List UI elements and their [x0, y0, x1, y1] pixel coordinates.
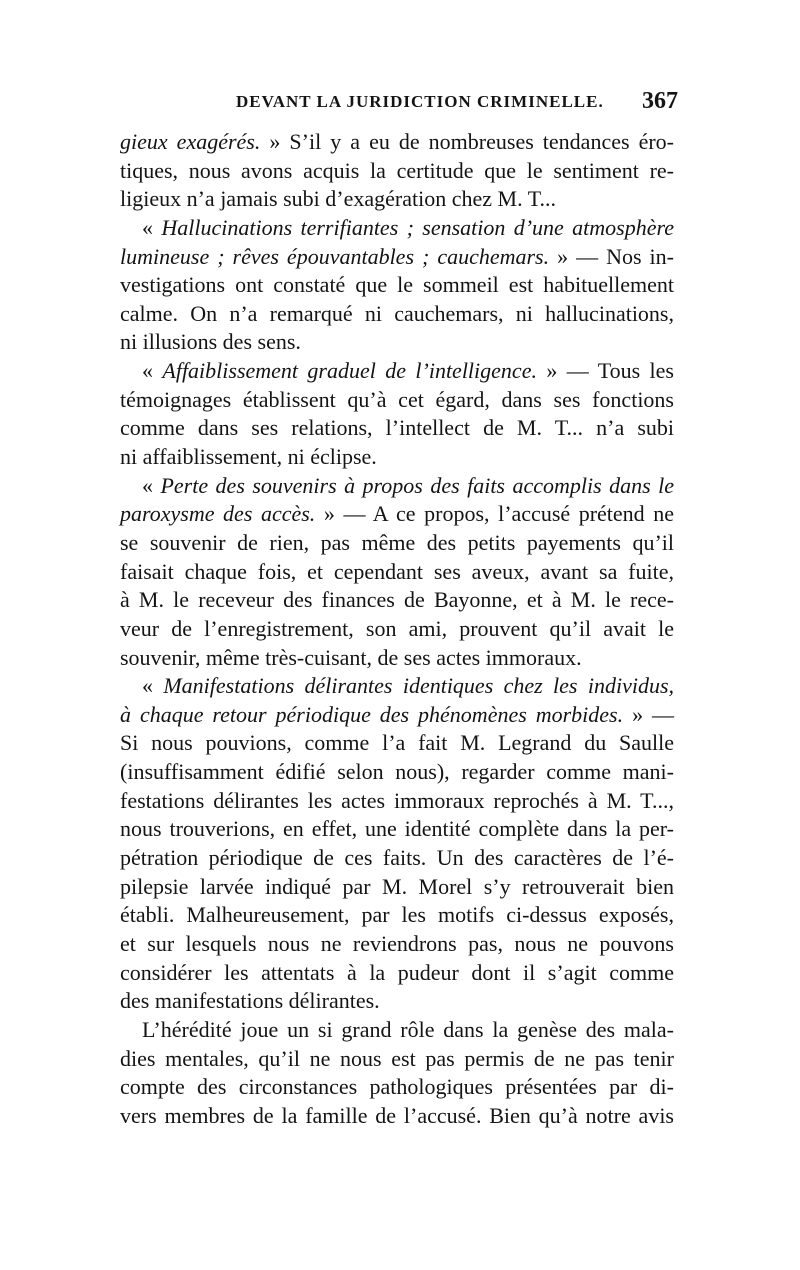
text-run: dies mentales, qu’il ne nous est pas permis de ne pas tenir — [120, 1045, 674, 1071]
italic-text: lumineuse ; rêves épouvantables ; cauchemars. — [120, 243, 550, 269]
text-line — [120, 901, 674, 930]
text-run: pétration périodique de ces faits. Un des caractères de l’é- — [120, 845, 674, 871]
text-line — [120, 558, 674, 587]
text-run: » S’il y a eu de nombreuses tendances éro- — [260, 129, 674, 154]
text-run: » — Nos in- — [549, 243, 674, 269]
text-run: calme. On n’a remarqué ni cauchemars, ni hallucinations, — [120, 300, 674, 326]
text-run: témoignages établissent qu’à cet égard, dans ses fonctions — [120, 386, 674, 412]
text-line — [120, 529, 674, 558]
text-line — [120, 987, 674, 1016]
text-line — [120, 672, 674, 701]
text-line — [120, 500, 674, 529]
text-run: veur de l’enregistrement, son ami, prouvent qu’il avait le — [120, 615, 674, 641]
text-run: vestigations ont constaté que le sommeil est habituellement — [120, 272, 674, 298]
text-line — [120, 386, 674, 415]
italic-text: Perte des souvenirs à propos des faits accomplis dans le — [160, 472, 674, 498]
text-line — [120, 243, 674, 272]
text-run: (insuffisamment édifié selon nous), regarder comme mani- — [120, 759, 674, 785]
text-run: » — — [623, 701, 674, 727]
text-run: considérer les attentats à la pudeur dont il s’agit comme — [120, 959, 674, 985]
text-run: ligieux n’a jamais subi d’exagération chez M. T... — [120, 186, 556, 212]
text-run: « — [142, 472, 161, 498]
text-run: nous trouverions, en effet, une identité complète dans la per- — [120, 816, 674, 842]
italic-text: Manifestations délirantes identiques chez les individus, — [163, 673, 675, 699]
text-run: » — A ce propos, l’accusé prétend ne — [315, 501, 675, 527]
text-run: tiques, nous avons acquis la certitude que le sentiment re- — [120, 157, 674, 183]
body-text — [120, 128, 674, 1130]
text-line — [120, 185, 674, 214]
text-line — [120, 1102, 674, 1131]
text-run: établi. Malheureusement, par les motifs ci-dessus exposés, — [120, 902, 674, 928]
text-line — [120, 1073, 674, 1102]
text-line — [120, 157, 674, 186]
text-run: vers membres de la famille de l’accusé. Bien qu’à notre avis — [120, 1102, 674, 1128]
text-run: « — [142, 673, 164, 699]
italic-text: à chaque retour périodique des phénomènes morbides. — [120, 701, 624, 727]
text-run: à M. le receveur des finances de Bayonne, et à M. le rece- — [120, 587, 674, 613]
text-line — [120, 615, 674, 644]
text-line — [120, 729, 674, 758]
text-run: souvenir, même très-cuisant, de ses actes immoraux. — [120, 644, 582, 670]
text-line — [120, 128, 674, 157]
text-line — [120, 959, 674, 988]
text-line — [120, 357, 674, 386]
text-line — [120, 1045, 674, 1074]
text-run: et sur lesquels nous ne reviendrons pas, nous ne pouvons — [120, 930, 674, 956]
page-header — [118, 88, 678, 122]
text-run: pilepsie larvée indiqué par M. Morel s’y retrouverait bien — [120, 873, 674, 899]
page-number: 367 — [642, 88, 678, 114]
text-line — [120, 701, 674, 730]
italic-text: gieux exagérés. — [120, 129, 261, 154]
text-run: ni illusions des sens. — [120, 329, 301, 355]
running-head: DEVANT LA JURIDICTION CRIMINELLE. — [236, 92, 604, 111]
text-run: « — [142, 214, 162, 240]
text-run: faisait chaque fois, et cependant ses aveux, avant sa fuite, — [120, 558, 674, 584]
text-line — [120, 443, 674, 472]
text-line — [120, 873, 674, 902]
text-line — [120, 586, 674, 615]
text-run: comme dans ses relations, l’intellect de M. T... n’a subi — [120, 415, 674, 441]
text-run: compte des circonstances pathologiques présentées par di- — [120, 1074, 674, 1100]
text-run: se souvenir de rien, pas même des petits payements qu’il — [120, 529, 674, 555]
text-line — [120, 328, 674, 357]
text-line — [120, 1016, 674, 1045]
text-line — [120, 214, 674, 243]
italic-text: paroxysme des accès. — [120, 501, 316, 527]
text-line — [120, 414, 674, 443]
italic-text: Affaiblissement graduel de l’intelligence. — [162, 358, 537, 384]
text-line — [120, 271, 674, 300]
text-line — [120, 844, 674, 873]
text-run: L’hérédité joue un si grand rôle dans la genèse des mala- — [142, 1016, 674, 1042]
text-line — [120, 758, 674, 787]
text-run: « — [142, 358, 163, 384]
text-run: ni affaiblissement, ni éclipse. — [120, 444, 377, 470]
text-line — [120, 787, 674, 816]
text-line — [120, 300, 674, 329]
text-line — [120, 472, 674, 501]
text-run: des manifestations délirantes. — [120, 988, 380, 1014]
text-line — [120, 815, 674, 844]
text-line — [120, 644, 674, 673]
italic-text: Hallucinations terrifiantes ; sensation d’une atmosphère — [161, 214, 675, 240]
text-run: festations délirantes les actes immoraux reprochés à M. T..., — [120, 787, 674, 813]
text-line — [120, 930, 674, 959]
text-run: Si nous pouvions, comme l’a fait M. Legrand du Saulle — [120, 730, 674, 756]
text-run: » — Tous les — [536, 358, 674, 384]
